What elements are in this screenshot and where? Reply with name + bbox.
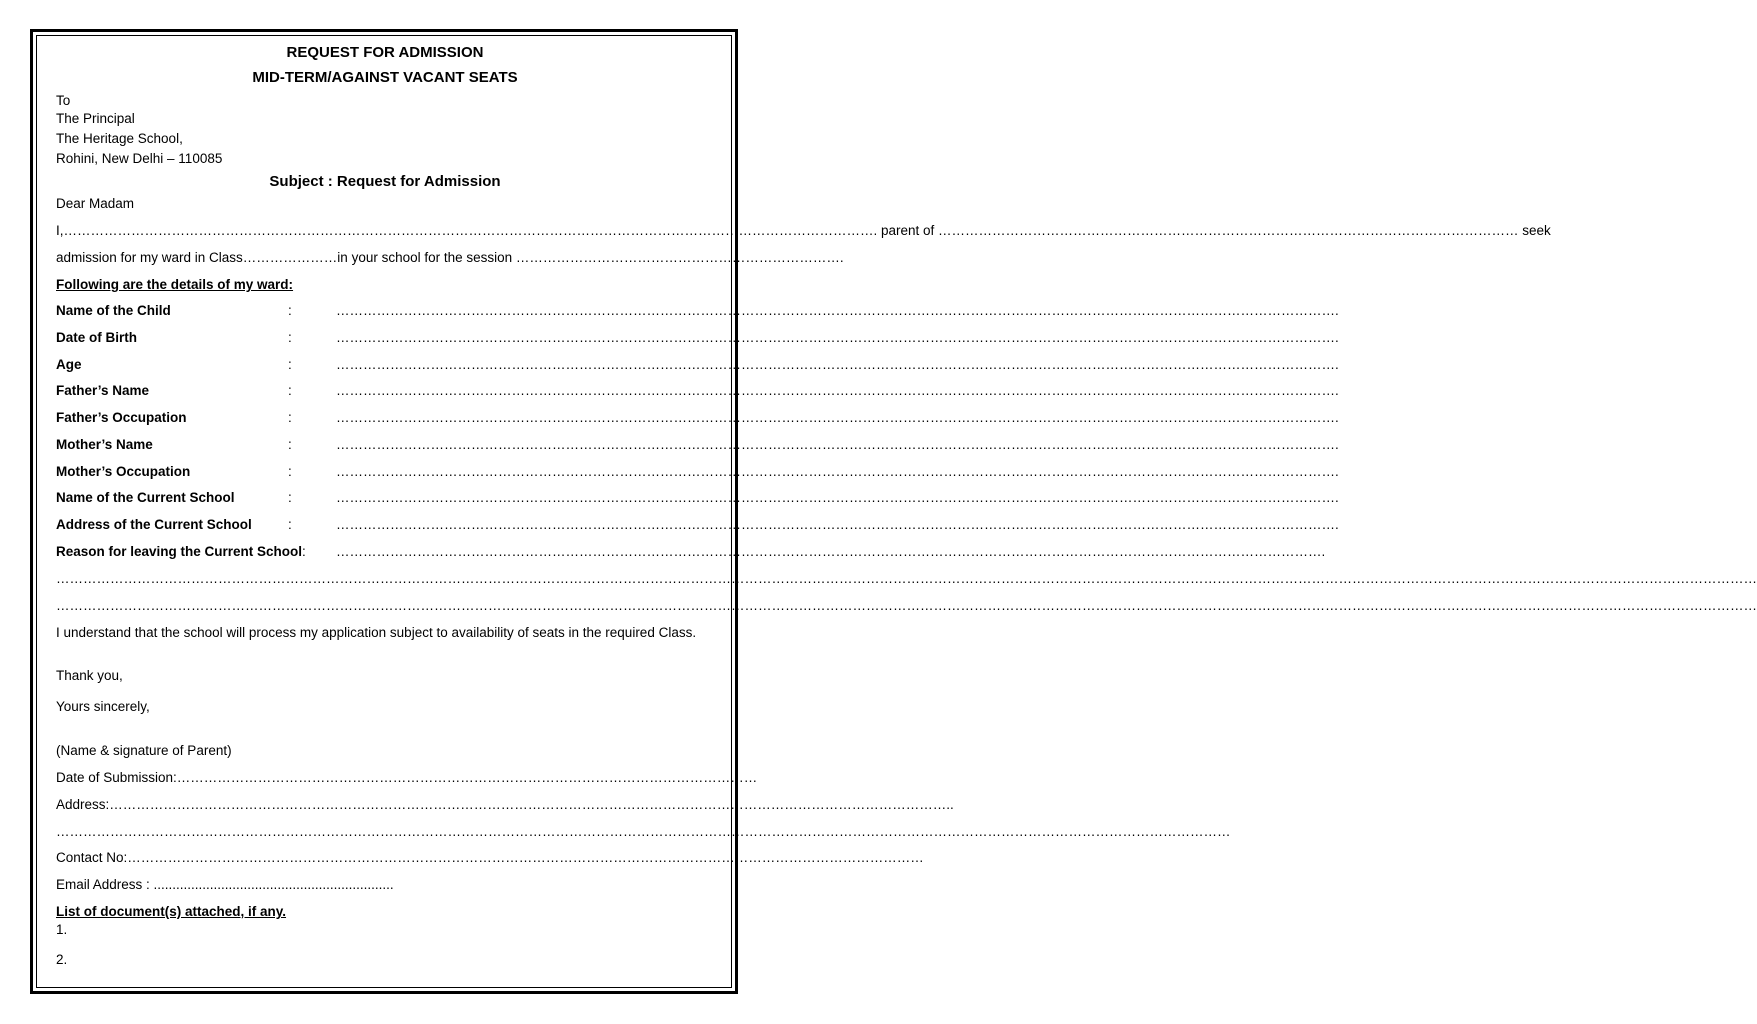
- form-subtitle: MID-TERM/AGAINST VACANT SEATS: [252, 69, 518, 86]
- address-field[interactable]: Address:……………………………………………………………………………………………………………………………………………………………………..: [56, 797, 954, 812]
- reason-blank-line-2[interactable]: ………………………………………………………………………………………………………………………………………………………………………………………………………………………………………………………………………………………………………………………………………………: [56, 571, 1757, 586]
- form-title: REQUEST FOR ADMISSION: [286, 44, 484, 61]
- field-label-date-of-birth: Date of Birth: [56, 330, 137, 345]
- field-label-fathers-occupation: Father’s Occupation: [56, 410, 187, 425]
- reason-label-row: [56, 544, 306, 560]
- document-item-1: 1.: [56, 922, 68, 937]
- field-colon: :: [288, 330, 292, 345]
- details-heading: Following are the details of my ward:: [56, 277, 294, 292]
- address-to: To: [56, 93, 71, 108]
- field-blank-child-name[interactable]: …………………………………………………………………………………………………………………………………………………………………………………………………….: [336, 303, 1339, 318]
- address-line-1: The Principal: [56, 111, 135, 126]
- field-colon: :: [288, 517, 292, 532]
- field-blank-mothers-name[interactable]: …………………………………………………………………………………………………………………………………………………………………………………………………….: [336, 437, 1339, 452]
- field-blank-school-address[interactable]: …………………………………………………………………………………………………………………………………………………………………………………………………….: [336, 517, 1339, 532]
- salutation: Dear Madam: [56, 196, 135, 211]
- thank-you: Thank you,: [56, 668, 123, 683]
- field-blank-mothers-occupation[interactable]: …………………………………………………………………………………………………………………………………………………………………………………………………….: [336, 464, 1339, 479]
- field-colon: :: [288, 383, 292, 398]
- field-label-mothers-occupation: Mother’s Occupation: [56, 464, 191, 479]
- reason-label: Reason for leaving the Current School: [56, 544, 303, 559]
- field-colon: :: [288, 410, 292, 425]
- field-colon: :: [288, 490, 292, 505]
- field-blank-fathers-occupation[interactable]: …………………………………………………………………………………………………………………………………………………………………………………………………….: [336, 410, 1339, 425]
- field-colon: :: [288, 464, 292, 479]
- field-label-child-name: Name of the Child: [56, 303, 171, 318]
- documents-heading: List of document(s) attached, if any.: [56, 904, 287, 919]
- signature-label: (Name & signature of Parent): [56, 743, 232, 758]
- field-blank-date-of-birth[interactable]: …………………………………………………………………………………………………………………………………………………………………………………………………….: [336, 330, 1339, 345]
- contact-number-field[interactable]: Contact No:……………………………………………………………………………………………………………………………………………………………: [56, 850, 924, 865]
- intro-line-2: admission for my ward in Class…………………in your school for the session ……………………………………………………………….: [56, 250, 844, 265]
- field-colon: :: [288, 357, 292, 372]
- address-line-2: The Heritage School,: [56, 131, 183, 146]
- field-blank-fathers-name[interactable]: …………………………………………………………………………………………………………………………………………………………………………………………………….: [336, 383, 1339, 398]
- field-colon: :: [288, 303, 292, 318]
- understanding-statement: I understand that the school will process my application subject to availability of seats in the required Class.: [56, 625, 697, 640]
- email-field[interactable]: Email Address : ................................................................: [56, 877, 394, 892]
- field-label-age: Age: [56, 357, 82, 372]
- intro-line-1: I,………………………………………………………………………………………………………………………………………………………………. parent of ………………………………………………………………………………………………………………… seek: [56, 223, 1551, 238]
- address-field-line-2[interactable]: ………………………………………………………………………………………………………………………………………………………………………………………………………………………………………: [56, 824, 1231, 839]
- field-blank-current-school[interactable]: …………………………………………………………………………………………………………………………………………………………………………………………………….: [336, 490, 1339, 505]
- document-item-2: 2.: [56, 952, 68, 967]
- field-colon: :: [288, 437, 292, 452]
- reason-colon: :: [302, 544, 306, 559]
- reason-blank-line-3[interactable]: ………………………………………………………………………………………………………………………………………………………………………………………………………………………………………………………………………………………………………………………………………………: [56, 598, 1757, 613]
- field-label-school-address: Address of the Current School: [56, 517, 252, 532]
- address-line-3: Rohini, New Delhi – 110085: [56, 151, 223, 166]
- field-label-fathers-name: Father’s Name: [56, 383, 150, 398]
- date-of-submission-field[interactable]: Date of Submission:…………………………………………………………………………………………………………………: [56, 770, 758, 785]
- field-label-mothers-name: Mother’s Name: [56, 437, 153, 452]
- field-blank-age[interactable]: …………………………………………………………………………………………………………………………………………………………………………………………………….: [336, 357, 1339, 372]
- reason-blank[interactable]: ………………………………………………………………………………………………………………………………………………………………………………………………….: [336, 544, 1326, 559]
- field-label-current-school: Name of the Current School: [56, 490, 235, 505]
- closing: Yours sincerely,: [56, 699, 150, 714]
- subject-line: Subject : Request for Admission: [269, 173, 501, 190]
